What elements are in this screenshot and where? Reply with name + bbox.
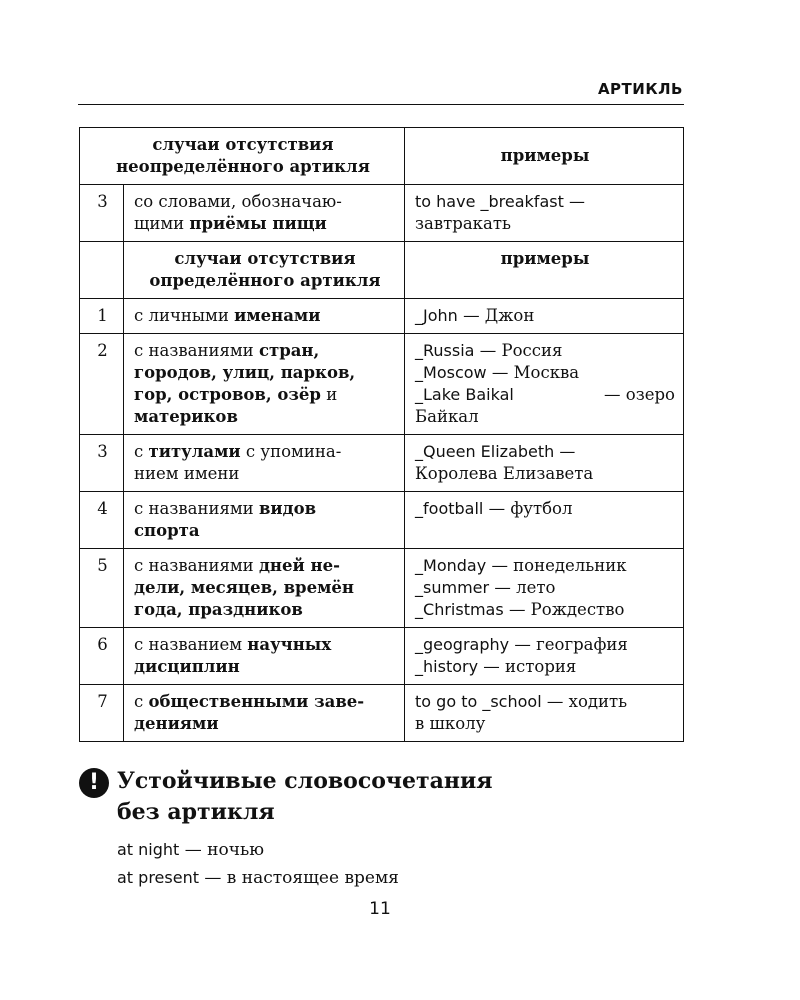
case-text-bold: научных bbox=[247, 635, 332, 654]
article-cases-table bbox=[79, 127, 684, 742]
example-en: _Russia bbox=[415, 341, 475, 360]
example-cell bbox=[405, 185, 684, 242]
case-text: и bbox=[320, 385, 338, 404]
case-text-bold: дениями bbox=[134, 714, 219, 733]
case-text-bold: материков bbox=[134, 407, 238, 426]
case-text-bold: года, праздников bbox=[134, 600, 303, 619]
example-en: _Lake Baikal bbox=[415, 385, 514, 404]
case-text: с bbox=[134, 692, 149, 711]
list-item bbox=[117, 864, 685, 892]
table-header-row bbox=[80, 242, 684, 299]
phrase-list bbox=[117, 836, 685, 892]
case-cell bbox=[124, 299, 405, 334]
case-text-bold: приёмы пищи bbox=[189, 214, 327, 233]
row-number: 6 bbox=[80, 628, 124, 685]
row-number: 2 bbox=[80, 334, 124, 435]
header-rule bbox=[78, 104, 684, 105]
example-ru: Королева Елизавета bbox=[415, 464, 594, 483]
case-text-bold: видов bbox=[258, 499, 317, 518]
case-text-bold: дели, месяцев, времён bbox=[134, 578, 354, 597]
case-text: с bbox=[134, 442, 149, 461]
case-text-bold: именами bbox=[234, 306, 321, 325]
row-number: 3 bbox=[80, 435, 124, 492]
column-header-cases: случаи отсутствия определённого артикля bbox=[124, 242, 405, 299]
column-header-examples: примеры bbox=[405, 128, 684, 185]
example-cell bbox=[405, 492, 684, 549]
case-text-bold: спорта bbox=[134, 521, 200, 540]
example-ru: — Джон bbox=[463, 306, 535, 325]
example-ru: — футбол bbox=[488, 499, 573, 518]
table-row bbox=[80, 549, 684, 628]
example-en: _football bbox=[415, 499, 484, 518]
table-row bbox=[80, 492, 684, 549]
case-text-bold: дней не- bbox=[258, 556, 340, 575]
table-row bbox=[80, 185, 684, 242]
case-cell bbox=[124, 685, 405, 742]
case-cell bbox=[124, 334, 405, 435]
row-number: 5 bbox=[80, 549, 124, 628]
row-number: 3 bbox=[80, 185, 124, 242]
case-text: с названиями bbox=[134, 341, 259, 360]
phrase-en: at night bbox=[117, 840, 180, 859]
example-ru: — Россия bbox=[479, 341, 563, 360]
example-cell bbox=[405, 299, 684, 334]
case-cell bbox=[124, 492, 405, 549]
case-text-bold: дисциплин bbox=[134, 657, 240, 676]
example-en: _history bbox=[415, 657, 479, 676]
note-title: Устойчивые словосочетания без артикля bbox=[117, 768, 493, 825]
example-ru: — география bbox=[514, 635, 628, 654]
row-number: 7 bbox=[80, 685, 124, 742]
example-ru: — история bbox=[483, 657, 577, 676]
case-text: с личными bbox=[134, 306, 235, 325]
example-en: _Moscow bbox=[415, 363, 487, 382]
column-header-cases: случаи отсутствия неопределённого артикля bbox=[80, 128, 405, 185]
set-phrases-note bbox=[79, 766, 685, 892]
case-text: с упомина- bbox=[240, 442, 342, 461]
example-ru: — понедельник bbox=[491, 556, 627, 575]
case-cell bbox=[124, 435, 405, 492]
column-header-examples: примеры bbox=[405, 242, 684, 299]
example-en: _Queen Elizabeth — bbox=[415, 442, 576, 461]
example-ru: — Москва bbox=[491, 363, 580, 382]
example-ru: — озеро bbox=[604, 385, 675, 404]
example-cell bbox=[405, 628, 684, 685]
example-en: _John bbox=[415, 306, 458, 325]
case-text-bold: городов, улиц, парков, bbox=[134, 363, 356, 382]
case-text-bold: общественными заве- bbox=[148, 692, 365, 711]
page-number: 11 bbox=[369, 899, 391, 919]
example-cell bbox=[405, 685, 684, 742]
case-text: с названиями bbox=[134, 556, 259, 575]
case-cell bbox=[124, 628, 405, 685]
row-number: 4 bbox=[80, 492, 124, 549]
exclamation-icon: ! bbox=[79, 768, 109, 798]
case-text: щими bbox=[134, 214, 190, 233]
phrase-en: at present bbox=[117, 868, 199, 887]
table-row bbox=[80, 334, 684, 435]
table-row bbox=[80, 685, 684, 742]
running-header-title: АРТИКЛЬ bbox=[597, 80, 683, 98]
case-text-bold: титулами bbox=[148, 442, 241, 461]
example-en: _Monday bbox=[415, 556, 487, 575]
example-ru: в школу bbox=[415, 714, 486, 733]
example-en: to go to _school bbox=[415, 692, 542, 711]
example-en: _geography bbox=[415, 635, 510, 654]
case-text: нием имени bbox=[134, 464, 240, 483]
table-row bbox=[80, 299, 684, 334]
case-cell bbox=[124, 185, 405, 242]
case-cell bbox=[124, 549, 405, 628]
example-ru: — лето bbox=[494, 578, 556, 597]
case-text-bold: гор, островов, озёр bbox=[134, 385, 321, 404]
example-ru: завтракать bbox=[415, 214, 511, 233]
phrase-ru: — ночью bbox=[184, 840, 264, 860]
example-en: _summer bbox=[415, 578, 490, 597]
case-text-bold: стран, bbox=[258, 341, 320, 360]
example-cell bbox=[405, 435, 684, 492]
empty-cell bbox=[80, 242, 124, 299]
phrase-ru: — в настоящее время bbox=[204, 868, 399, 888]
example-ru: — ходить bbox=[546, 692, 628, 711]
list-item bbox=[117, 836, 685, 864]
case-text: со словами, обозначаю- bbox=[134, 192, 342, 211]
row-number: 1 bbox=[80, 299, 124, 334]
example-ru: — Рождество bbox=[508, 600, 625, 619]
example-en: to have _breakfast — bbox=[415, 192, 585, 211]
example-en: _Christmas bbox=[415, 600, 504, 619]
table-header-row bbox=[80, 128, 684, 185]
table-row bbox=[80, 628, 684, 685]
case-text: с названиями bbox=[134, 499, 259, 518]
example-cell bbox=[405, 334, 684, 435]
example-ru: Байкал bbox=[415, 407, 479, 426]
example-cell bbox=[405, 549, 684, 628]
table-row bbox=[80, 435, 684, 492]
case-text: с названием bbox=[134, 635, 248, 654]
